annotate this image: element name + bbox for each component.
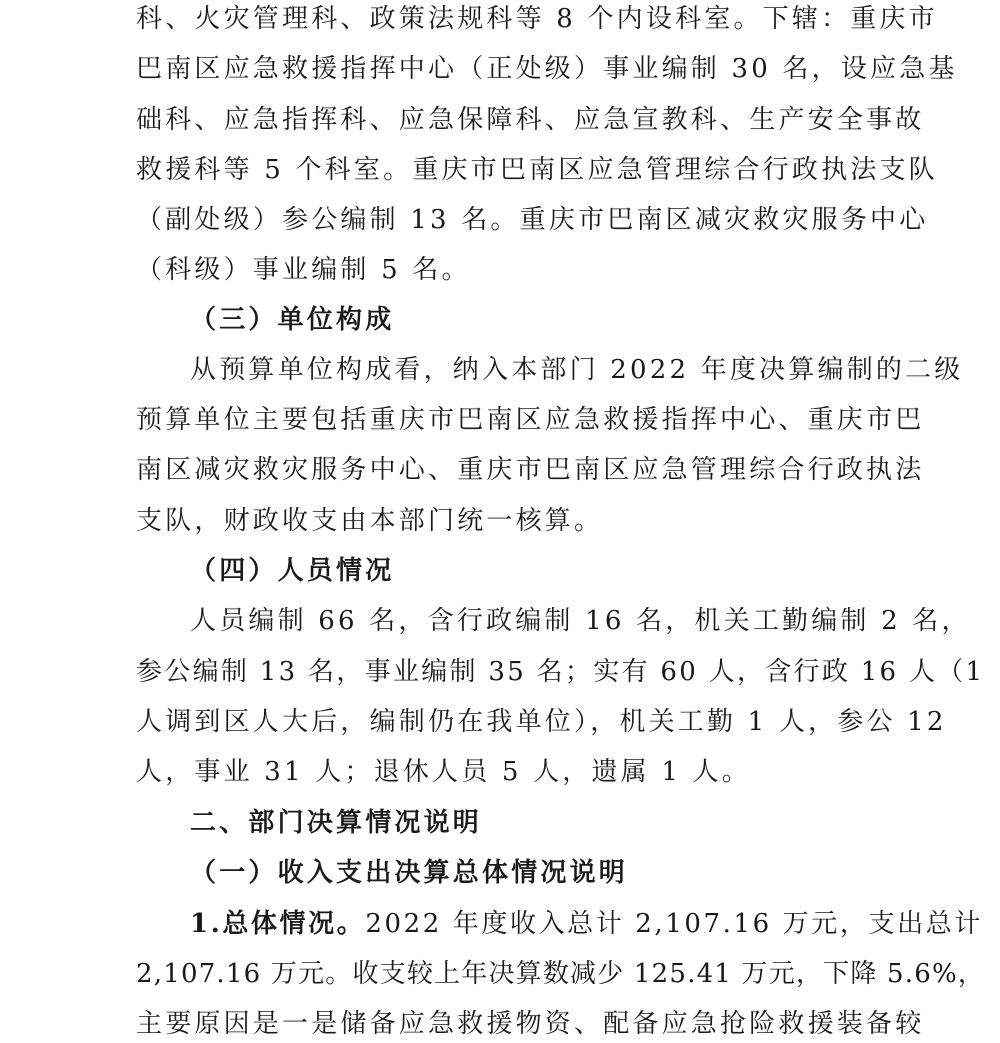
body-text-line: 南区减灾救灾服务中心、重庆市巴南区应急管理综合行政执法 [136, 455, 925, 485]
body-text-line: 支队，财政收支由本部门统一核算。 [136, 506, 604, 536]
body-text-line: 人员编制 66 名，含行政编制 16 名，机关工勤编制 2 名， [190, 606, 971, 636]
body-text-line: 从预算单位构成看，纳入本部门 2022 年度决算编制的二级 [190, 355, 964, 385]
sub-heading-income-expenditure: （一）收入支出决算总体情况说明 [190, 858, 629, 888]
body-text-line: 预算单位主要包括重庆市巴南区应急救援指挥中心、重庆市巴 [136, 405, 925, 435]
section-heading-staffing: （四）人员情况 [190, 556, 395, 586]
overall-lead-label: 1.总体情况。 [190, 909, 366, 939]
section-heading-unit-composition: （三）单位构成 [190, 305, 395, 335]
body-text-line: 科、火灾管理科、政策法规科等 8 个内设科室。下辖：重庆市 [136, 4, 938, 34]
body-text-line: 救援科等 5 个科室。重庆市巴南区应急管理综合行政执法支队 [136, 155, 938, 185]
body-text-line: （副处级）参公编制 13 名。重庆市巴南区减灾救灾服务中心 [136, 205, 929, 235]
body-text-line: 2,107.16 万元。收支较上年决算数减少 125.41 万元，下降 5.6%， [136, 959, 986, 989]
body-text-line: 人，事业 31 人；退休人员 5 人，遗属 1 人。 [136, 757, 751, 787]
body-text-line: 参公编制 13 名，事业编制 35 名；实有 60 人，含行政 16 人（1 [136, 657, 985, 687]
body-text-line: （科级）事业编制 5 名。 [136, 255, 471, 285]
body-text-line: 础科、应急指挥科、应急保障科、应急宣教科、生产安全事故 [136, 105, 925, 135]
body-text-line: 巴南区应急救援指挥中心（正处级）事业编制 30 名，设应急基 [136, 54, 958, 84]
body-text-line [190, 906, 983, 942]
overall-text: 2022 年度收入总计 2,107.16 万元，支出总计 [365, 909, 983, 939]
body-text-line: 主要原因是一是储备应急救援物资、配备应急抢险救援装备较 [136, 1009, 925, 1039]
body-text-line: 人调到区人大后，编制仍在我单位），机关工勤 1 人，参公 12 [136, 707, 947, 737]
part-heading-final-accounts: 二、部门决算情况说明 [190, 808, 483, 838]
